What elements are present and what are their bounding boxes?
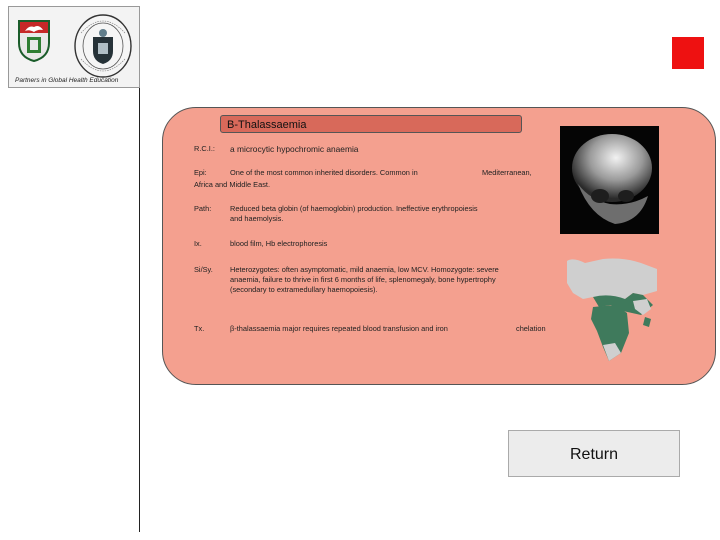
row-text: One of the most common inherited disorders. Common in bbox=[230, 168, 418, 177]
content-card bbox=[162, 107, 716, 385]
row-label: Path: bbox=[194, 204, 212, 213]
row-text: Heterozygotes: often asymptomatic, mild anaemia, low MCV. Homozygote: severe anaemia, failure to thrive in first 6 months of life, splenomegaly, bone hypertrophy (secondary to extramedullary haemopoiesis). bbox=[230, 265, 499, 294]
row-label: Si/Sy. bbox=[194, 265, 213, 274]
row-label: Epi: bbox=[194, 168, 207, 177]
row-text-continuation: chelation bbox=[516, 324, 546, 333]
accent-square bbox=[672, 37, 704, 69]
partner-logos bbox=[8, 6, 140, 88]
return-button[interactable]: Return bbox=[508, 430, 680, 477]
card-title: B-Thalassaemia bbox=[220, 115, 522, 133]
row-text: a microcytic hypochromic anaemia bbox=[230, 144, 359, 154]
skull-xray-image bbox=[560, 126, 659, 234]
partners-caption: Partners in Global Health Education bbox=[15, 77, 119, 84]
row-text: β-thalassaemia major requires repeated blood transfusion and iron bbox=[230, 324, 448, 333]
row-label: R.C.I.: bbox=[194, 144, 215, 153]
row-text: blood film, Hb electrophoresis bbox=[230, 239, 328, 248]
college-of-medicine-crest-logo-icon bbox=[73, 13, 133, 79]
row-label: Tx. bbox=[194, 324, 205, 333]
row-text: Reduced beta globin (of haemoglobin) production. Ineffective erythropoiesis and haemolysis. bbox=[230, 204, 478, 223]
welsh-dragon-shield-logo-icon bbox=[17, 19, 51, 63]
row-label: Ix. bbox=[194, 239, 202, 248]
row-text-wrapped: Africa and Middle East. bbox=[194, 180, 270, 189]
row-text-continuation: Mediterranean, bbox=[482, 168, 532, 177]
world-map-distribution-image bbox=[563, 257, 659, 367]
